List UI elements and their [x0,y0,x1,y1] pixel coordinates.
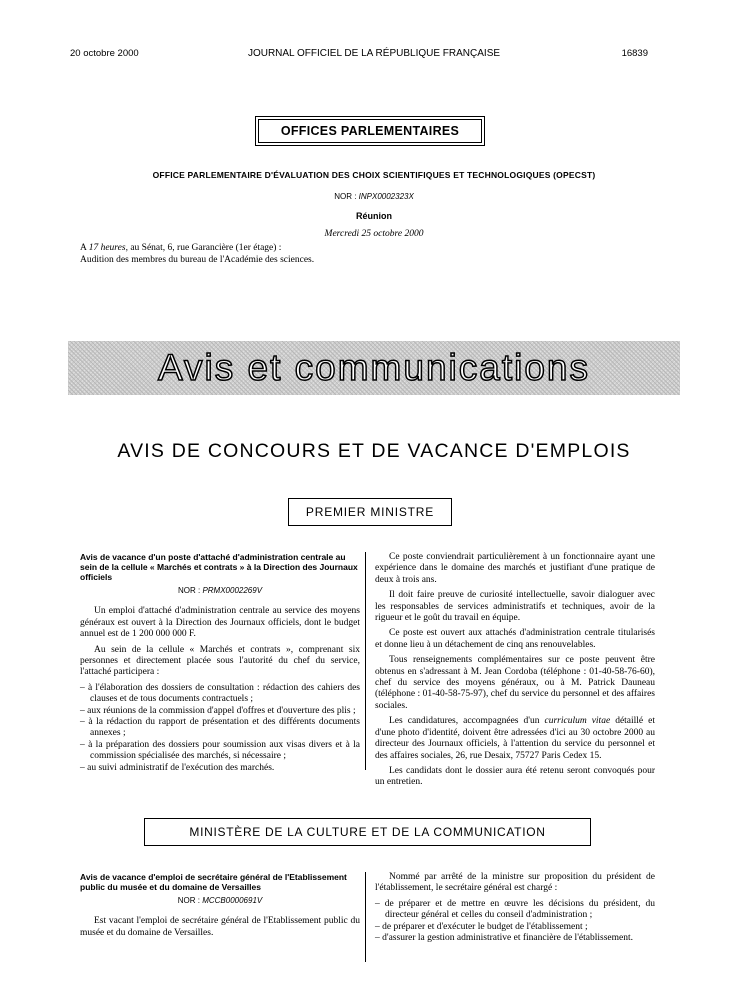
premier-column-left [80,552,360,778]
meeting-agenda: Audition des membres du bureau de l'Académie des sciences. [80,254,315,265]
offices-heading: OFFICES PARLEMENTAIRES [258,119,482,143]
meeting-time: 17 heures, [88,243,128,253]
paragraph: Est vacant l'emploi de secrétaire général de l'Etablissement public du musée et du domaine de Versailles. [80,916,360,938]
paragraph: Ce poste est ouvert aux attachés d'administration centrale titularisés et donne lieu à un détachement de cinq ans renouvelables. [375,628,655,650]
article-title: Avis de vacance d'emploi de secrétaire général de l'Etablissement public du musée et du domaine de Versailles [80,872,347,892]
premier-column-right [375,552,655,793]
nor-code: INPX0002323X [358,192,414,201]
journal-title: JOURNAL OFFICIEL DE LA RÉPUBLIQUE FRANÇAISE [247,48,501,59]
column-divider [365,872,366,962]
concours-heading: AVIS DE CONCOURS ET DE VACANCE D'EMPLOIS [117,440,631,462]
culture-column-left [80,872,360,943]
page-number: 16839 [621,48,648,59]
premier-ministre-heading: PREMIER MINISTRE [305,505,435,519]
culture-column-right [375,872,655,948]
duties-list [80,683,360,774]
paragraph: Il doit faire preuve de curiosité intellectuelle, savoir dialoguer avec les responsables de services administratifs et techniques, avoir de la rigueur et le goût du travail en équipe. [375,590,655,624]
meeting-details [80,243,314,266]
list-item: – aux réunions de la commission d'appel d'offres et d'ouverture des plis ; [80,705,356,716]
text-part: détaillé et d'une photo d'identité, doivent être adressées d'ici au 30 octobre 2000 au directeur des Journaux officiels, à l'attention du service du personnel et des affaires sociales, 26, rue Desaix, 75727 Paris Cedex 15. [375,716,656,761]
text-part: Les candidatures, accompagnées d'un [389,716,540,727]
paragraph: Ce poste conviendrait particulièrement à un fonctionnaire ayant une expérience dans le domaine des marchés et justifiant d'une pratique de deux à trois ans. [375,552,655,585]
curriculum-vitae: curriculum vitae [544,716,611,727]
meeting-place: au Sénat, 6, rue Garancière (1er étage) : [130,243,282,253]
column-divider [365,552,366,770]
list-item: – à la rédaction du rapport de présentation et des différents documents annexes ; [80,717,360,739]
list-item: – de préparer et de mettre en œuvre les décisions du président, du directeur général et celles du conseil d'administration ; [375,898,655,921]
list-item: – d'assurer la gestion administrative et financière de l'établissement. [375,933,633,944]
article-nor [80,585,360,596]
paragraph: Un emploi d'attaché d'administration centrale au service des moyens généraux est ouvert à la Direction des Journaux officiels, dont le budget annuel est de 1 200 000 000 F. [80,606,360,640]
nor-label: NOR : [334,192,357,201]
list-item: – à l'élaboration des dossiers de consultation : rédaction des cahiers des clauses et de tous documents contractuels ; [80,682,360,705]
paragraph: Au sein de la cellule « Marchés et contrats », comprenant six personnes et directement placée sous l'autorité du chef du service, l'attaché participera : [80,644,360,678]
paragraph [375,716,655,762]
duties-list [375,899,655,945]
offices-heading-box [255,116,485,146]
article-nor [80,895,360,906]
list-item: – au suivi administratif de l'exécution des marchés. [80,762,275,773]
nor-code: MCCB0000691V [202,896,263,905]
nor-code: PRMX0002269V [202,586,263,595]
list-item: – à la préparation des dossiers pour soumission aux visas divers et à la commission spécialisée des marchés, si nécessaire ; [80,739,360,762]
premier-ministre-box [288,498,452,526]
reunion-heading: Réunion [356,211,392,221]
header-date: 20 octobre 2000 [70,48,139,59]
avis-banner [68,341,680,395]
banner-text: Avis et communications [158,347,590,388]
meeting-prefix: A [80,243,87,253]
culture-heading: MINISTÈRE DE LA CULTURE ET DE LA COMMUNICATION [189,825,546,839]
culture-box [144,818,591,846]
list-item: – de préparer et d'exécuter le budget de l'établissement ; [375,921,588,932]
article-title: Avis de vacance d'un poste d'attaché d'administration centrale au sein de la cellule « Marchés et contrats » à la Direction des Journaux officiels [80,552,358,582]
reunion-date: Mercredi 25 octobre 2000 [324,229,424,239]
nor-label: NOR : [177,896,200,905]
opecst-title: OFFICE PARLEMENTAIRE D'ÉVALUATION DES CHOIX SCIENTIFIQUES ET TECHNOLOGIQUES (OPECST) [152,170,596,180]
paragraph: Nommé par arrêté de la ministre sur proposition du président de l'établissement, le secrétaire général est chargé : [375,872,655,894]
nor-label: NOR : [177,586,201,595]
paragraph: Tous renseignements complémentaires sur ce poste peuvent être obtenus en s'adressant à M. Jean Cordoba (téléphone : 01-40-58-76-60), chef du service des moyens généraux, ou à M. Patrick Dauneau (téléphone : 01-40-58-75-97), chef du service du personnel et des affaires sociales. [375,655,655,711]
opecst-nor [0,192,748,201]
paragraph: Les candidats dont le dossier aura été retenu seront convoqués pour un entretien. [375,765,655,788]
